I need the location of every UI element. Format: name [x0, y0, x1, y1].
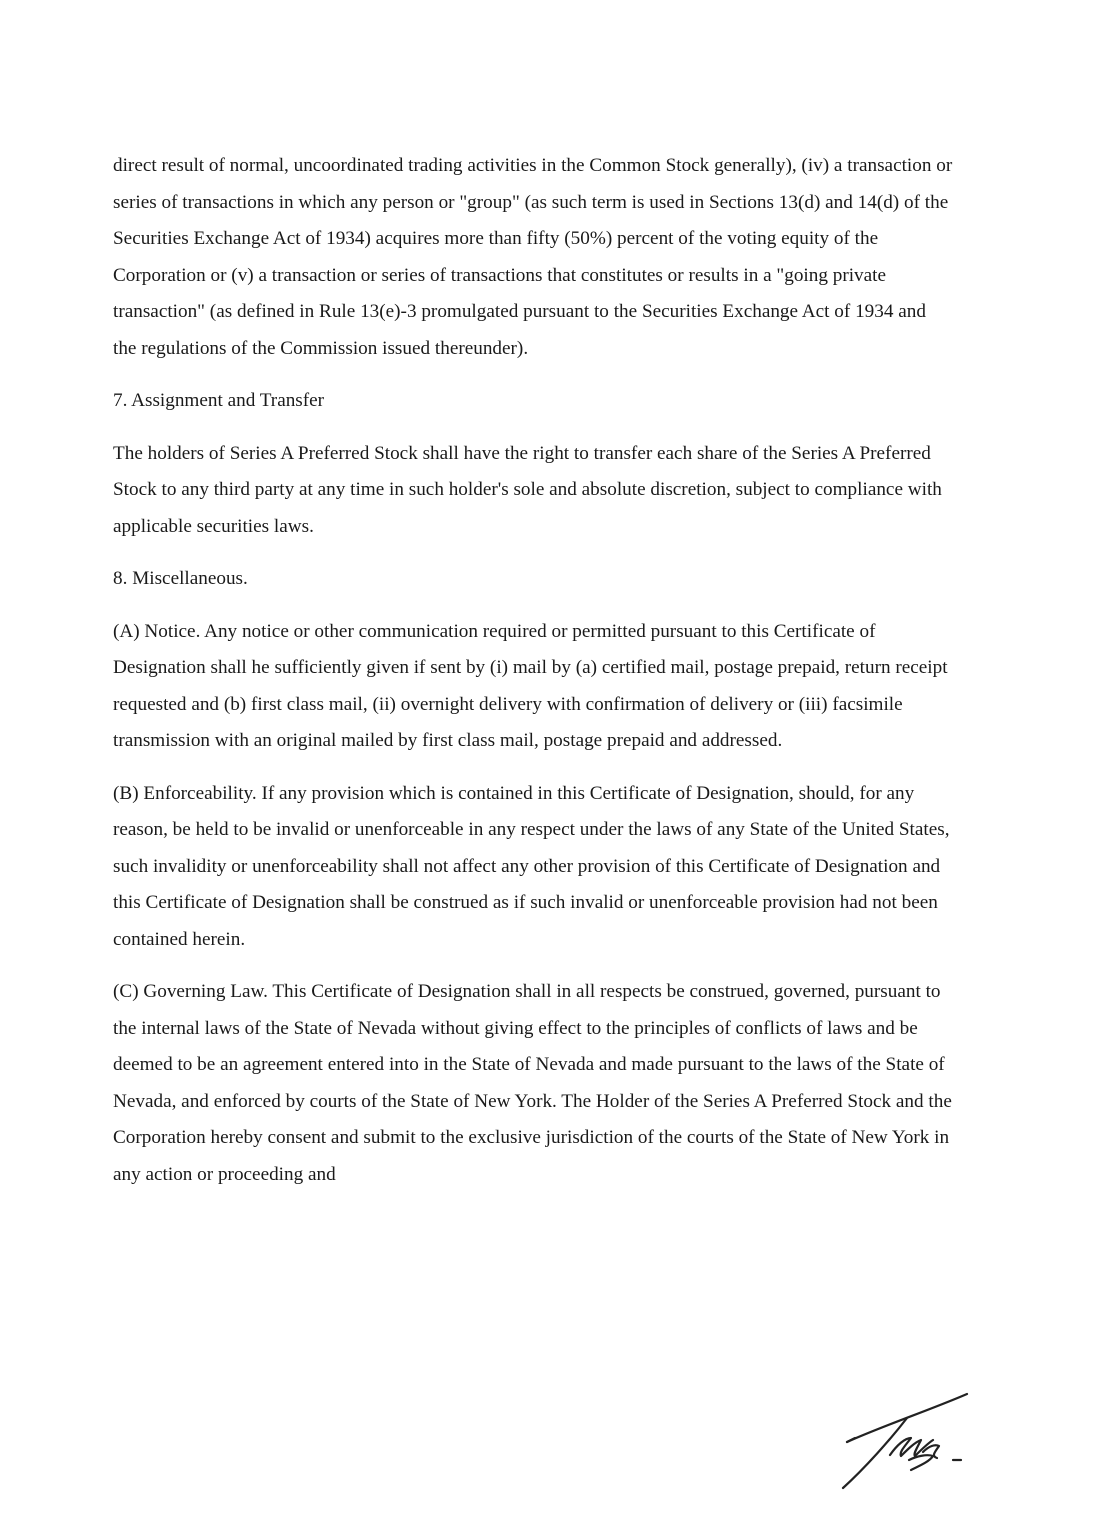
section-heading-assignment-and-transfer: 7. Assignment and Transfer [113, 390, 325, 411]
paragraph-notice: (A) Notice. Any notice or other communication required or permitted pursuant to this Certificate of Designation shall he sufficiently given if sent by (i) mail by (a) certified mail, postage prepaid, return receipt requested and (b) first class mail, (ii) overnight delivery with confirmation of delivery or (iii) facsimile transmission with an original mailed by first class mail, postage prepaid and addressed. [113, 620, 948, 751]
paragraph-governing-law: (C) Governing Law. This Certificate of Designation shall in all respects be construed, governed, pursuant to the internal laws of the State of Nevada without giving effect to the principles of conflicts of laws and be deemed to be an agreement entered into in the State of Nevada and made pursuant to the laws of the State of Nevada, and enforced by courts of the State of New York. The Holder of the Series A Preferred Stock and the Corporation hereby consent and submit to the exclusive jurisdiction of the courts of the State of New York in any action or proceeding and [113, 981, 952, 1185]
document-body [113, 148, 953, 1193]
paragraph-enforceability: (B) Enforceability. If any provision which is contained in this Certificate of Designation, should, for any reason, be held to be invalid or unenforceable in any respect under the laws of any State of the United States, such invalidity or unenforceability shall not affect any other provision of this Certificate of Designation and this Certificate of Designation shall be construed as if such invalid or unenforceable provision had not been contained herein. [113, 782, 950, 950]
handwritten-initials-icon [835, 1390, 995, 1490]
paragraph-change-of-control-continuation: direct result of normal, uncoordinated trading activities in the Common Stock generally), (iv) a transaction or series of transactions in which any person or "group" (as such term is used in Sections 13(d) and 14(d) of the Securities Exchange Act of 1934) acquires more than fifty (50%) percent of the voting equity of the Corporation or (v) a transaction or series of transactions that constitutes or results in a "going private transaction" (as defined in Rule 13(e)-3 promulgated pursuant to the Securities Exchange Act of 1934 and the regulations of the Commission issued thereunder). [113, 155, 953, 359]
paragraph-transfer-rights: The holders of Series A Preferred Stock shall have the right to transfer each share of the Series A Preferred Stock to any third party at any time in such holder's sole and absolute discretion, subject to compliance with applicable securities laws. [113, 442, 942, 537]
section-heading-miscellaneous: 8. Miscellaneous. [113, 568, 248, 589]
